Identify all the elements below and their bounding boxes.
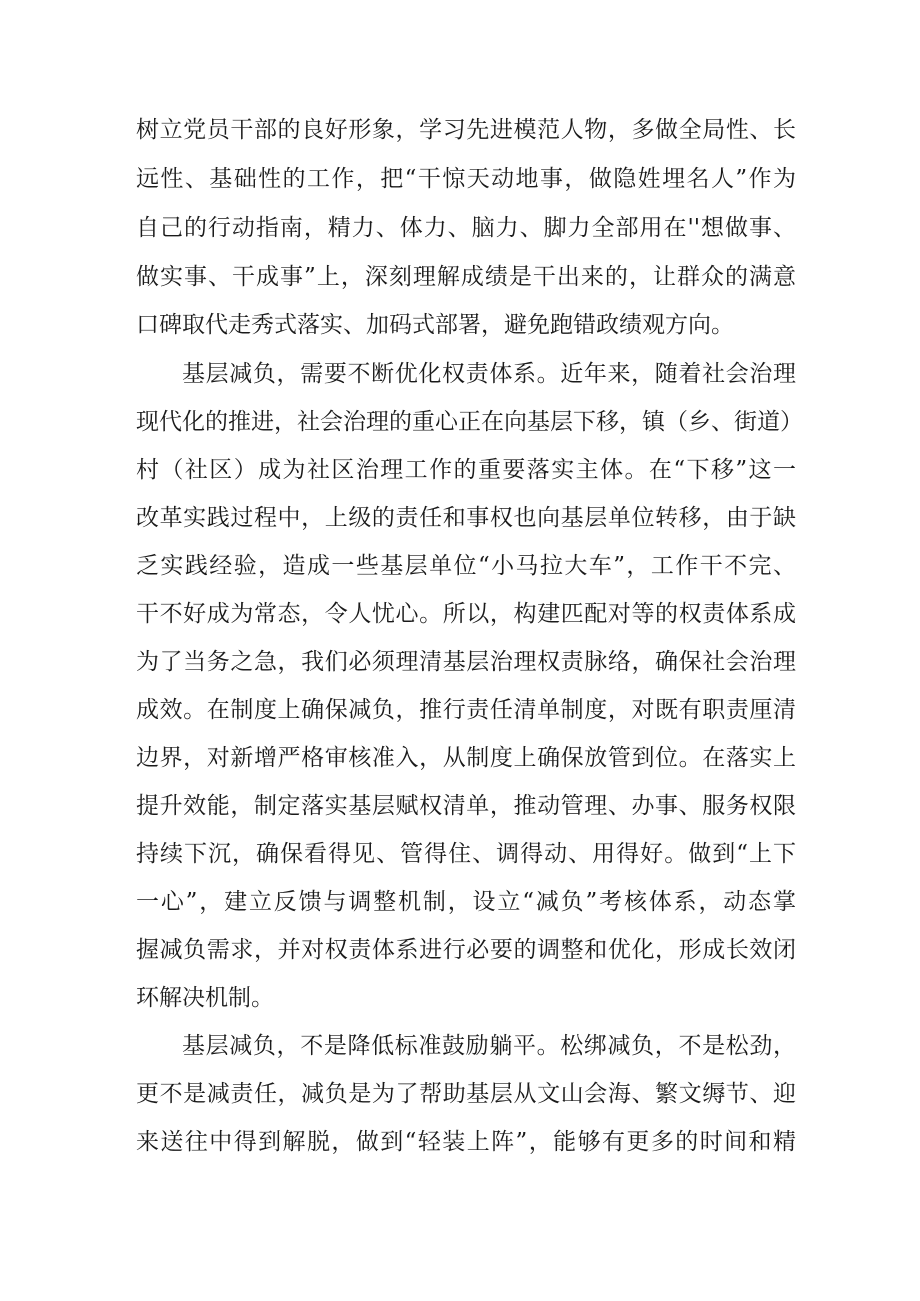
text-line: 更不是减责任，减负是为了帮助基层从文山会海、繁文缛节、迎	[136, 1081, 796, 1107]
text-line: 村（社区）成为社区治理工作的重要落实主体。在“下移”这一	[136, 457, 796, 483]
text-line: 干不好成为常态，令人忧心。所以，构建匹配对等的权责体系成	[136, 601, 796, 627]
text-line: 握减负需求，并对权责体系进行必要的调整和优化，形成长效闭	[136, 937, 796, 963]
paragraph-first-line: 基层减负，不是降低标准鼓励躺平。松绑减负，不是松劲，	[182, 1033, 796, 1059]
text-line: 自己的行动指南，精力、体力、脑力、脚力全部用在''想做事、	[136, 215, 796, 241]
text-line: 树立党员干部的良好形象，学习先进模范人物，多做全局性、长	[136, 117, 796, 143]
text-line: 口碑取代走秀式落实、加码式部署，避免跑错政绩观方向。	[136, 312, 734, 338]
text-line: 远性、基础性的工作，把“干惊天动地事，做隐姓埋名人”作为	[136, 166, 796, 192]
text-line: 做实事、干成事”上，深刻理解成绩是干出来的，让群众的满意	[136, 264, 796, 290]
text-line: 成效。在制度上确保减负，推行责任清单制度，对既有职责厘清	[136, 697, 796, 723]
text-line: 来送往中得到解脱，做到“轻装上阵”，能够有更多的时间和精	[136, 1129, 796, 1155]
text-line: 持续下沉，确保看得见、管得住、调得动、用得好。做到“上下	[136, 841, 796, 867]
text-line: 一心”，建立反馈与调整机制，设立“减负”考核体系，动态掌	[136, 889, 796, 915]
text-line: 乏实践经验，造成一些基层单位“小马拉大车”，工作干不完、	[136, 553, 796, 579]
text-line: 改革实践过程中，上级的责任和事权也向基层单位转移，由于缺	[136, 505, 796, 531]
text-line: 环解决机制。	[136, 985, 274, 1011]
text-line: 提升效能，制定落实基层赋权清单，推动管理、办事、服务权限	[136, 793, 796, 819]
paragraph-first-line: 基层减负，需要不断优化权责体系。近年来，随着社会治理	[182, 361, 796, 387]
text-line: 边界，对新增严格审核准入，从制度上确保放管到位。在落实上	[136, 745, 796, 771]
text-line: 为了当务之急，我们必须理清基层治理权责脉络，确保社会治理	[136, 649, 796, 675]
text-line: 现代化的推进，社会治理的重心正在向基层下移，镇（乡、街道）	[136, 409, 803, 435]
